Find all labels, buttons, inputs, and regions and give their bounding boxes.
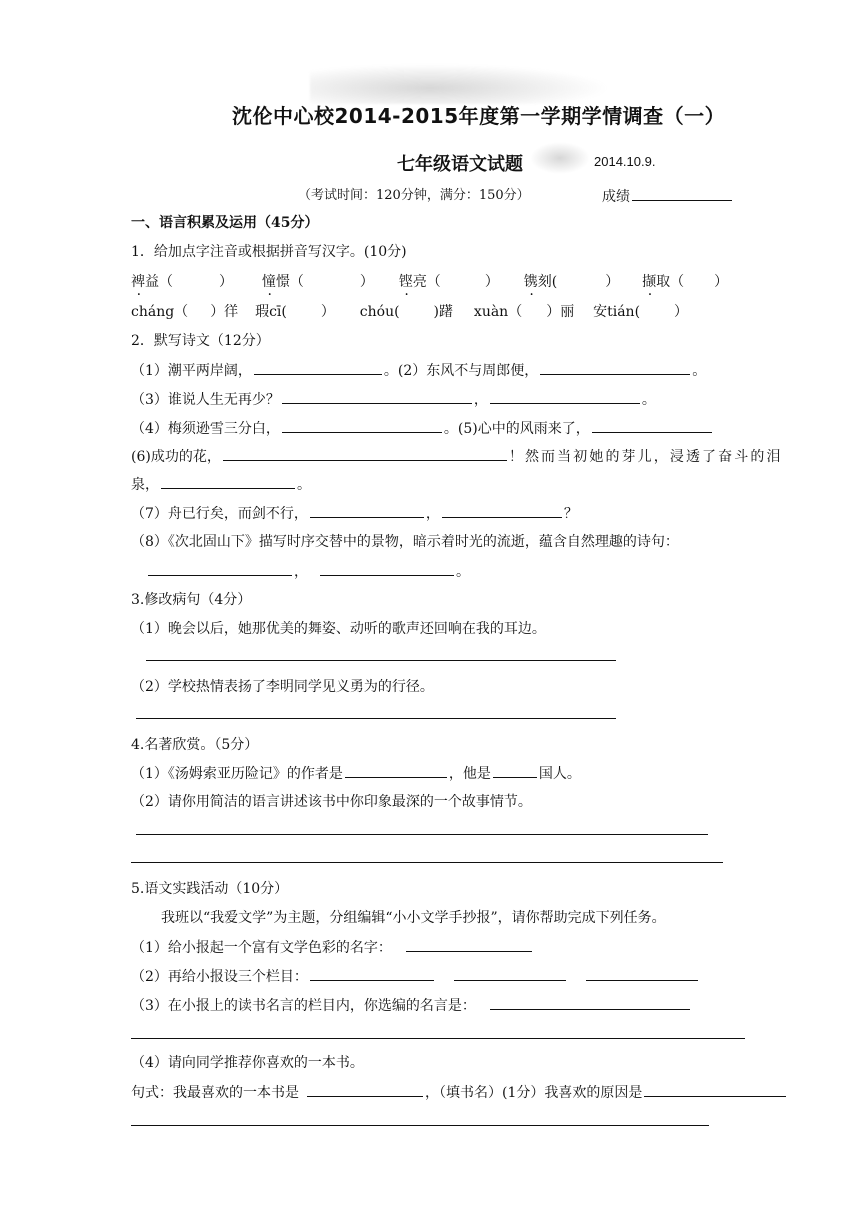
q5-text: ，（填书名）(1分）我喜欢的原因是 [425,1085,643,1101]
answer-line[interactable] [131,1038,745,1039]
q5-intro: 我班以“我爱文学”为主题，分组编辑“小小文学手抄报”，请你帮助完成下列任务。 [161,910,666,926]
column-blank-3[interactable] [586,966,698,981]
dotted-char: 镌 [523,274,538,290]
exam-date: 2014.10.9. [594,154,656,169]
q3-sentence2: （2）学校热情表扬了李明同学见义勇为的行径。 [131,679,434,695]
q2-text: (6)成功的花， [131,449,221,465]
q5-text: 句式：我最喜欢的一本书是 [131,1085,299,1101]
column-blank-2[interactable] [454,966,566,981]
q2-line6 [131,446,783,467]
q1-item-text: ） [484,274,499,290]
dotted-char: 裨 [131,274,145,290]
answer-blank[interactable] [223,446,507,461]
section1-heading: 一、语言积累及运用（45分） [131,215,319,231]
score-label: 成绩 [602,189,630,205]
q5-label: 5.语文实践活动（10分） [131,881,289,897]
q1-item-text: ） [714,274,729,290]
q2-line8-answers [146,561,470,582]
q2-text: （1）潮平两岸阔， [131,363,252,379]
answer-blank[interactable] [442,503,562,518]
score-field [602,186,734,207]
q2-line7 [131,503,578,524]
q5-text: （3）在小报上的读书名言的栏目内，你选编的名言是： [131,998,476,1014]
q2-line3 [131,389,656,410]
q4-sentence2: （2）请你用简洁的语言讲述该书中你印象最深的一个故事情节。 [131,794,532,810]
q1-item-text: 憬（ [275,274,304,290]
q1-item-text: 瑕cī( [255,304,287,320]
nationality-blank[interactable] [493,763,537,778]
q1-label: 1．给加点字注音或根据拼音写汉字。(10分) [131,244,407,260]
q1-item-text: chóu( [359,304,400,320]
q1-item-text: 取（ [656,274,685,290]
q5-task5 [131,1082,788,1103]
q5-text: （2）再给小报设三个栏目： [131,969,308,985]
q1-item-text: ） [320,304,335,320]
q1-item-text: 刻( [537,274,558,290]
page-subtitle: 七年级语文试题 [397,154,523,175]
q2-text: （3）谁说人生无再少？ [131,392,280,408]
q4-text: 国人。 [538,766,581,782]
exam-info [298,186,530,206]
author-blank[interactable] [345,763,447,778]
q4-text: （1）《汤姆索亚历险记》的作者是 [131,766,343,782]
q2-text: ？ [563,506,578,522]
q1-item-text: ）徉 [210,304,239,320]
q5-text: （1）给小报起一个富有文学色彩的名字： [131,940,392,956]
q3-label: 3.修改病句（4分） [131,592,252,608]
q2-text: ！然而当初她的芽儿，浸透了奋斗的泪 [508,449,783,465]
answer-line[interactable] [136,834,708,835]
q1-item-text: cháng（ [131,304,189,320]
quote-blank[interactable] [490,995,690,1010]
q2-text: ， [294,564,308,580]
q2-line6-cont [131,474,311,495]
answer-blank[interactable] [320,561,454,576]
book-title-blank[interactable] [307,1082,423,1097]
q1-item-text: )躇 [433,304,454,320]
q5-task3 [131,995,692,1016]
q1-row1 [131,272,728,292]
q1-item-text: 亮（ [412,274,441,290]
q4-text: ，他是 [448,766,491,782]
q2-text: ， [473,392,488,408]
seal-smudge-small [530,142,590,174]
q2-text: 。 [692,363,707,379]
q2-text: 泉， [131,477,159,493]
answer-line[interactable] [146,660,616,661]
q2-text: 。(5)心中的风雨来了， [443,421,590,437]
answer-line[interactable] [131,1125,709,1126]
answer-blank[interactable] [282,389,472,404]
q2-text: ， [425,506,440,522]
dotted-char: 憧 [261,274,276,290]
answer-blank[interactable] [254,360,382,375]
q1-item-text: ） [219,274,233,290]
score-blank[interactable] [632,186,732,201]
answer-blank[interactable] [540,360,690,375]
q1-item-text: ） [605,274,620,290]
answer-line[interactable] [131,862,723,863]
q1-row2 [131,302,688,322]
answer-line[interactable] [136,718,616,719]
answer-blank[interactable] [148,561,292,576]
answer-blank[interactable] [592,418,712,433]
column-blank-1[interactable] [310,966,434,981]
answer-blank[interactable] [282,418,442,433]
q1-item-text: ） [674,304,689,320]
q1-item-text: 安tián( [593,304,641,320]
q4-label: 4.名著欣赏。（5分） [131,737,259,753]
newspaper-name-blank[interactable] [406,937,532,952]
q1-item-text: ） [359,274,374,290]
q3-sentence1: （1）晚会以后，她那优美的舞姿、动听的歌声还回响在我的耳边。 [131,621,546,637]
seal-smudge [310,64,610,104]
q1-item-text: ）丽 [546,304,575,320]
q2-line4 [131,418,714,439]
q4-sentence1 [131,763,581,784]
q2-text: （4）梅须逊雪三分白， [131,421,280,437]
q5-task1 [131,937,534,958]
page-title: 沈伦中心校2014-2015年度第一学期学情调查（一） [232,104,726,128]
q2-text: 。 [456,564,470,580]
exam-info-text: （考试时间：120分钟，满分：150分） [298,188,530,203]
answer-blank[interactable] [310,503,424,518]
reason-blank[interactable] [644,1082,786,1097]
q2-line1 [131,360,706,381]
dotted-char: 铿 [398,274,413,290]
q2-text: （7）舟已行矣，而剑不行， [131,506,308,522]
q5-task4: （4）请向同学推荐你喜欢的一本书。 [131,1055,364,1071]
answer-blank[interactable] [490,389,640,404]
q2-text: 。 [641,392,656,408]
q2-line8: （8）《次北固山下》描写时序交替中的景物，暗示着时光的流逝，蕴含自然理趣的诗句： [131,534,679,550]
q2-text: 。 [297,477,311,493]
q2-label: 2．默写诗文（12分） [131,333,270,349]
q1-item-text: xuàn（ [473,304,523,320]
q2-text: 。(2）东风不与周郎便， [383,363,539,379]
q1-item-text: 益（ [145,274,173,290]
dotted-char: 撷 [642,274,657,290]
answer-blank[interactable] [161,474,295,489]
q5-task2 [131,966,700,987]
